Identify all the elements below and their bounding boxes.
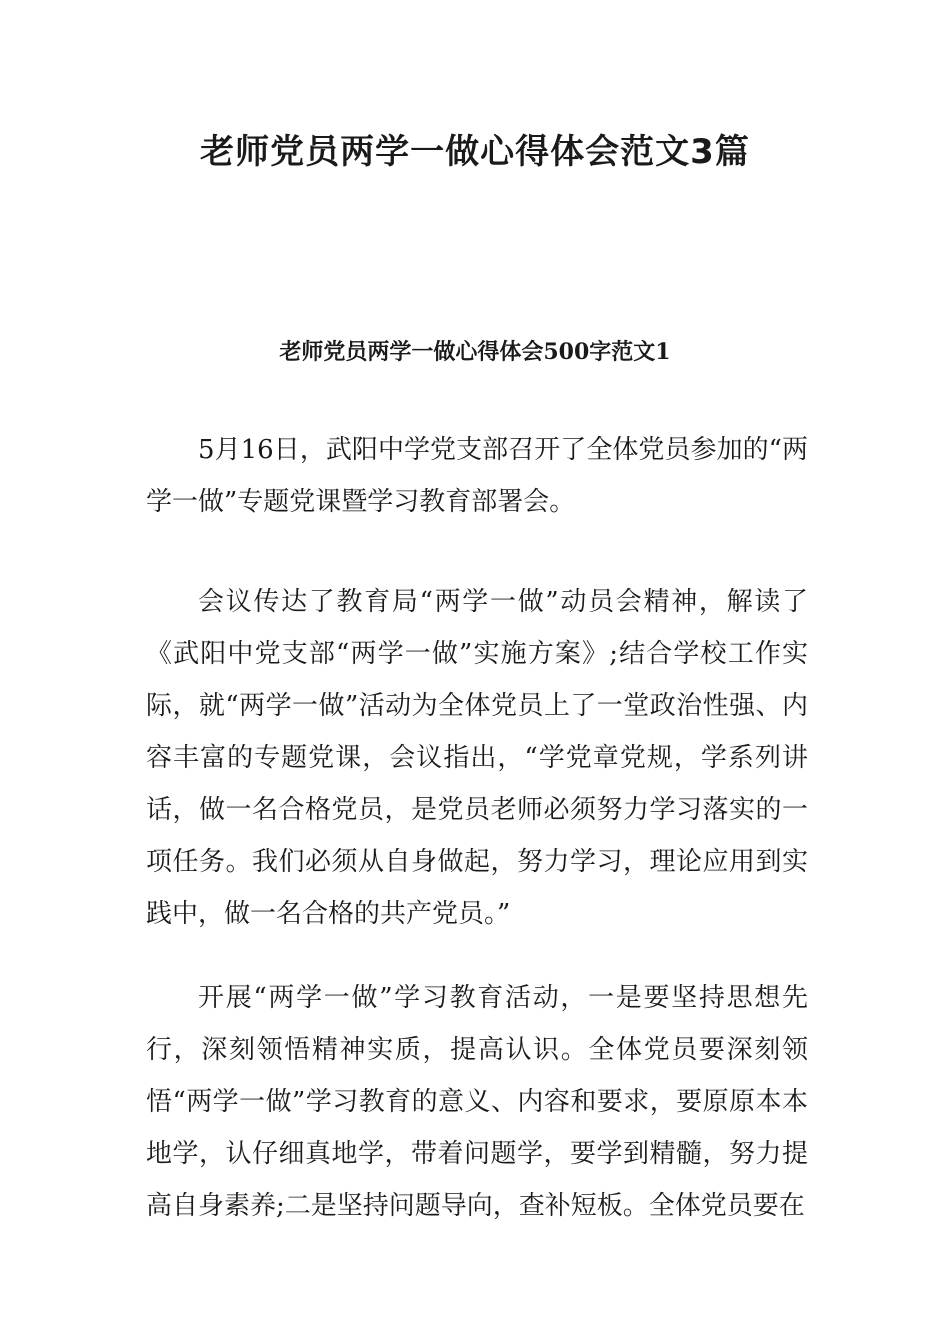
section-title: 老师党员两学一做心得体会500字范文1 (279, 339, 671, 365)
document-title: 老师党员两学一做心得体会范文3篇 (200, 132, 750, 172)
paragraph-3: 开展“两学一做”学习教育活动，一是要坚持思想先行，深刻领悟精神实质，提高认识。全体党员要深刻领悟“两学一做”学习教育的意义、内容和要求，要原原本本地学，认仔细真地学，带着问题学，要学到精髓，努力提高自身素养;二是坚持问题导向，查补短板。全体党员要在 (146, 983, 808, 1221)
paragraph-1: 5月16日，武阳中学党支部召开了全体党员参加的“两学一做”专题党课暨学习教育部署会。 (146, 435, 808, 517)
paragraph-2: 会议传达了教育局“两学一做”动员会精神，解读了《武阳中党支部“两学一做”实施方案》;结合学校工作实际，就“两学一做”活动为全体党员上了一堂政治性强、内容丰富的专题党课，会议指出，“学党章党规，学系列讲话，做一名合格党员，是党员老师必须努力学习落实的一项任务。我们必须从自身做起，努力学习，理论应用到实践中，做一名合格的共产党员。” (146, 587, 808, 929)
